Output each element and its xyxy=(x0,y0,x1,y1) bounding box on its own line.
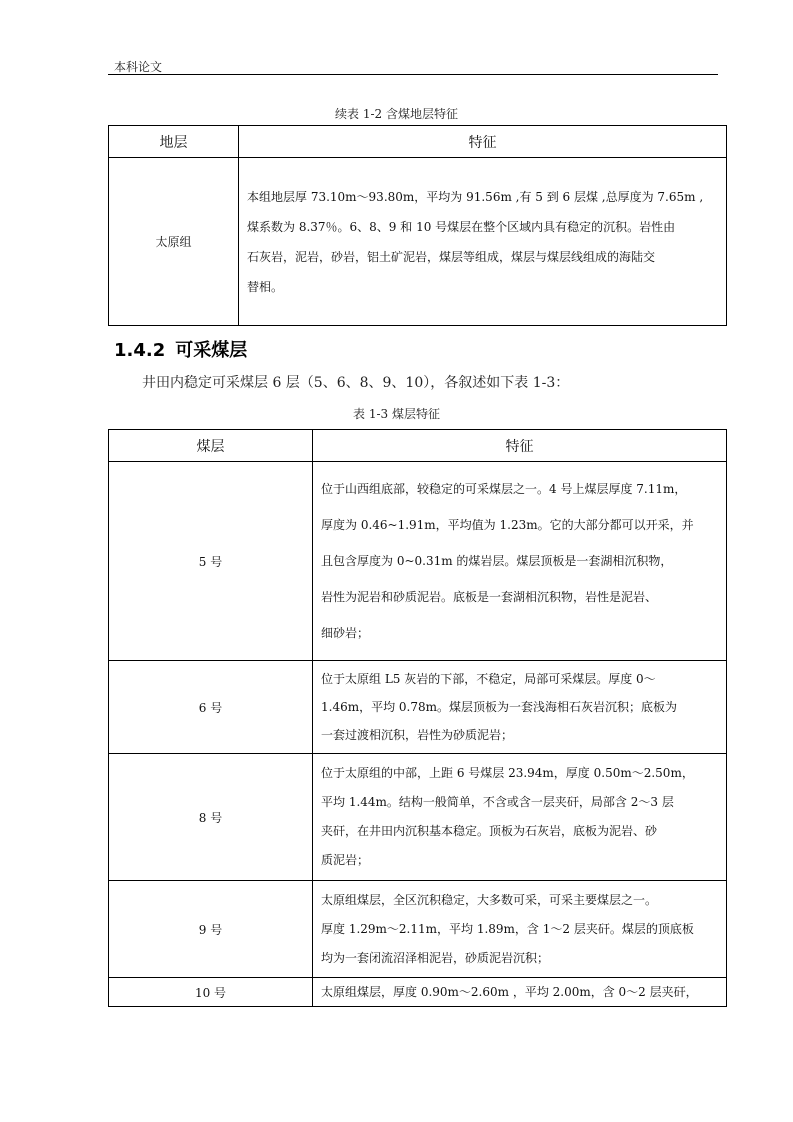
table1-header-row xyxy=(109,126,727,158)
feature-line: 位于山西组底部，较稳定的可采煤层之一。4 号上煤层厚度 7.11m， xyxy=(321,482,687,496)
table-row xyxy=(109,462,727,661)
feature-line: 煤系数为 8.37％。6、8、9 和 10 号煤层在整个区域内具有稳定的沉积。岩性由 xyxy=(247,219,676,234)
seam-feature xyxy=(313,462,727,661)
table2 xyxy=(108,429,727,1007)
feature-line: 细砂岩； xyxy=(321,626,370,640)
section-heading xyxy=(114,336,247,362)
seam-name: 9 号 xyxy=(109,881,313,978)
seam-feature xyxy=(313,978,727,1007)
feature-line: 位于太原组 L5 灰岩的下部，不稳定，局部可采煤层。厚度 0～ xyxy=(321,672,656,686)
table1-col-stratum: 地层 xyxy=(109,126,239,158)
table-row xyxy=(109,661,727,754)
table2-caption: 表 1-3 煤层特征 xyxy=(353,407,440,421)
table2-header-row xyxy=(109,430,727,462)
feature-line: 太原组煤层，厚度 0.90m～2.60m ，平均 2.00m，含 0～2 层夹矸， xyxy=(321,985,698,999)
seam-feature xyxy=(313,661,727,754)
feature-line: 一套过渡相沉积，岩性为砂质泥岩； xyxy=(321,728,514,742)
seam-name: 8 号 xyxy=(109,754,313,881)
feature-line: 太原组煤层，全区沉积稳定，大多数可采，可采主要煤层之一。 xyxy=(321,892,658,907)
table-row xyxy=(109,158,727,326)
table1-col-feature: 特征 xyxy=(239,126,727,158)
feature-line: 本组地层厚 73.10m～93.80m，平均为 91.56m ,有 5 到 6 层煤 ,总厚度为 7.65m , xyxy=(247,189,704,204)
table1-row-feature xyxy=(239,158,727,326)
seam-name: 6 号 xyxy=(109,661,313,754)
table2-col-feature: 特征 xyxy=(313,430,727,462)
feature-line: 且包含厚度为 0~0.31m 的煤岩层。煤层顶板是一套湖相沉积物， xyxy=(321,554,673,568)
page-header-text: 本科论文 xyxy=(114,60,163,74)
feature-line: 质泥岩； xyxy=(321,853,370,867)
feature-line: 均为一套闭流沼泽相泥岩，砂质泥岩沉积； xyxy=(321,950,550,965)
feature-line: 替相。 xyxy=(247,279,284,294)
body-paragraph: 井田内稳定可采煤层 6 层（5、6、8、9、10），各叙述如下表 1-3： xyxy=(142,375,570,391)
feature-line: 平均 1.44m。结构一般简单，不含或含一层夹矸，局部含 2～3 层 xyxy=(321,795,674,809)
table1-caption: 续表 1-2 含煤地层特征 xyxy=(335,107,458,121)
table1-row-name: 太原组 xyxy=(109,158,239,326)
table-row xyxy=(109,978,727,1007)
feature-line: 厚度 1.29m～2.11m，平均 1.89m，含 1～2 层夹矸。煤层的顶底板 xyxy=(321,921,694,936)
table1 xyxy=(108,125,727,326)
seam-name: 5 号 xyxy=(109,462,313,661)
feature-line: 石灰岩，泥岩，砂岩，铝土矿泥岩，煤层等组成，煤层与煤层线组成的海陆交 xyxy=(247,249,656,264)
feature-line: 厚度为 0.46~1.91m，平均值为 1.23m。它的大部分都可以开采，并 xyxy=(321,518,694,532)
table2-col-seam: 煤层 xyxy=(109,430,313,462)
table-row xyxy=(109,754,727,881)
section-title: 可采煤层 xyxy=(175,340,248,361)
section-number: 1.4.2 xyxy=(114,340,166,361)
header-divider xyxy=(108,74,718,75)
feature-line: 岩性为泥岩和砂质泥岩。底板是一套湖相沉积物，岩性是泥岩、 xyxy=(321,590,658,604)
table-row xyxy=(109,881,727,978)
seam-feature xyxy=(313,754,727,881)
feature-line: 夹矸，在井田内沉积基本稳定。顶板为石灰岩，底板为泥岩、砂 xyxy=(321,824,658,838)
feature-line: 1.46m，平均 0.78m。煤层顶板为一套浅海相石灰岩沉积；底板为 xyxy=(321,700,678,714)
seam-name: 10 号 xyxy=(109,978,313,1007)
seam-feature xyxy=(313,881,727,978)
feature-line: 位于太原组的中部，上距 6 号煤层 23.94m，厚度 0.50m～2.50m， xyxy=(321,766,694,780)
